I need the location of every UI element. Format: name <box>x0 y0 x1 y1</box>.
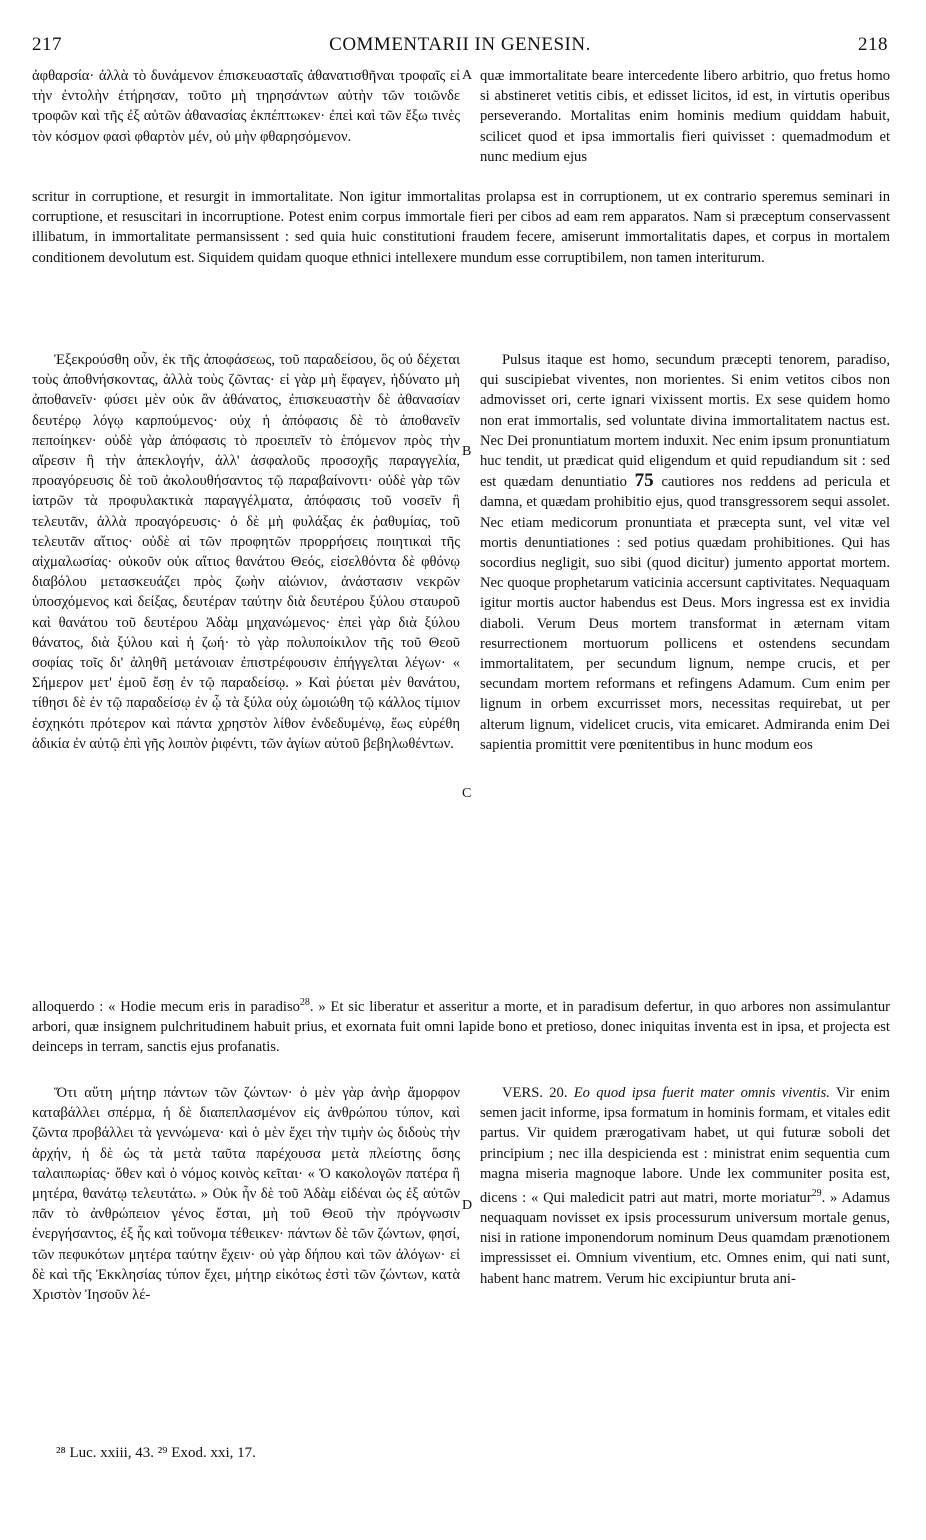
greek-column-3 <box>32 1083 460 1305</box>
section-marker-c: C <box>462 786 472 801</box>
left-page-number: 217 <box>32 34 62 55</box>
latin-column-1 <box>480 66 890 186</box>
section-marker-a: A <box>462 68 473 83</box>
latin-column-3 <box>480 1083 890 1289</box>
verse-lemma: Eo quod ipsa fuerit mater omnis viventis. <box>573 1085 830 1101</box>
latin-paragraph: scritur in corruptione, et resurgit in immortalitate. Non igitur immortalitas prolapsa est in corruptionem, ut ex contrario speremus seminari in corruptione, et resuscitari in incorruptione. Potest enim corpus immortale fieri per cibos ad eam rem apparatos. Nam si præceptum conservassent illibatum, in immortalitate permansissent : sed quia huic constitutioni fraudem fecere, amiserunt immortalitatis dapes, et corpus in mortalem conditionem devolutum est. Siquidem quidam quoque ethnici intellexere mundum esse corruptibilem, non tamen interiturum. <box>32 189 890 266</box>
full-width-text-1 <box>32 187 890 268</box>
page-header <box>32 34 888 58</box>
verse-label: VERS. 20. <box>502 1085 568 1101</box>
greek-column-2 <box>32 350 460 754</box>
latin-column-2 <box>480 350 890 755</box>
latin-paragraph <box>32 993 890 1057</box>
latin-text: . » Adamus nequaquam novisset ex ipsis processurum universum mortale genus, nisi in ratione imponendorum nominum Deus quamdam prænotionem impressisset ei. Omnium viventium, etc. Omnes enim, qui nati sunt, habent hanc matrem. Verum hic excipiuntur bruta ani- <box>480 1189 890 1287</box>
footnotes: ²⁸ Luc. xxiii, 43. ²⁹ Exod. xxi, 17. <box>56 1445 256 1461</box>
right-page-number: 218 <box>858 34 888 55</box>
margin-column-number: 75 <box>634 470 654 492</box>
running-title: COMMENTARII IN GENESIN. <box>329 34 591 55</box>
latin-text: Pulsus itaque est homo, secundum præcepti tenorem, paradiso, qui suscipiebat viventes, non morientes. Si enim vetitos cibos non admovisset ori, certe ignari vixissent mortis. Ex sese quidem homo non erat immortalis, sed voluntate divina immortalitatem nactus est. Nec Dei pronuntiatum mortem induxit. Nec enim ipsum pronuntiatum huc tendit, ut prædicat quid eligendum et quid repudiandum sit : sed est quædam denuntiatio <box>480 352 890 491</box>
latin-text: alloquerdo : « Hodie mecum eris in paradiso <box>32 998 300 1015</box>
greek-paragraph: Ἐξεκρούσθη οὖν, ἐκ τῆς ἀποφάσεως, τοῦ παραδείσου, ὃς οὐ δέχεται τοὺς ἀποθνήσκοντας, ἀλλὰ τοὺς ζῶντας· εἰ γὰρ μὴ ἔφαγεν, ἠδύνατο μὴ ἀποθανεῖν· φύσει μὲν οὐκ ἂν ἀθάνατος, ἐπισκευαστὴν δὲ ἀθανασίαν δευτέρῳ λόγῳ καρπούμενος· οὐχ ἡ ἀπόφασις δὲ τὸ ἀποθανεῖν πεποίηκεν· οὐδὲ γὰρ ἀπόφασις τὸ προειπεῖν τὸ ἑπόμενον πρὸς τὴν αἵρεσιν ἢ τὴν ἀπεκλογήν, ἀλλ' ἀσφαλοῦς προσοχῆς παραγγελία, προαγόρευσις δὲ τοῦ ἀκολουθήσαντος τῷ παραβαίνοντι· οὐδὲ γὰρ τῶν ἰατρῶν τὰ προφυλακτικὰ παραγγέλματα, ἀπόφασις τοῦ νοσεῖν ἢ τελευτᾶν, ἀλλὰ προαγόρευσις· ὁ δὲ μὴ φυλάξας ἐκ ῥαθυμίας, τοῦ τελευτᾶν αἴτιος· οὐδὲ αἱ τῶν προφητῶν προρρήσεις ποιητικαὶ τῆς αἰχμαλωσίας· οὐκοῦν οὐκ αἴτιος θανάτου Θεός, εἰσελθόντα δὲ φθόνῳ διαβόλου μετασκευάζει πρὸς ζωὴν αἰώνιον, ἀνάστασιν νεκρῶν ὑποσχόμενος καὶ δείξας, δευτέραν ταύτην διὰ δευτέρου ξύλου σταυροῦ καὶ θανάτου τοῦ δευτέρου Ἀδὰμ μηχανώμενος· ἐπεὶ γὰρ διὰ ξύλου θάνατος, διὰ ξύλου καὶ ἡ ζωή· τὸ γὰρ πολυποίκιλον τῆς τοῦ Θεοῦ σοφίας τοῖς δι' ἀληθῆ μετάνοιαν ἐπιστρέφουσιν ἐπήγγελται λέγων· « Σήμερον μετ' ἐμοῦ ἔσῃ ἐν τῷ παραδείσῳ. » Καὶ ῥύεται μὲν θανάτου, τίθησι δὲ ἐν τῷ παραδείσῳ ἐν ᾧ τὰ ξύλα οὐχ ὡμοιώθη τῷ κάλλος τίμιον ἐσχηκότι πρότερον καὶ πάντα χρηστὸν λίθον ἐνδεδυμένῳ, ἕως εὑρέθη ἀδικία ἐν αὐτῷ ἐπὶ γῆς λοιπὸν ῥιφέντι, τῶν ἁγίων αὐτοῦ βεβηλωθέντων. <box>32 352 460 752</box>
greek-paragraph: Ὅτι αὕτη μήτηρ πάντων τῶν ζώντων· ὁ μὲν γὰρ ἀνὴρ ἄμορφον καταβάλλει σπέρμα, ἡ δὲ διαπεπλασμένον εἰς ἀνθρώπου τύπον, καὶ ζῶντα προβάλλει τὰ γεννώμενα· καὶ ὁ μὲν ἔχει τὴν τιμὴν ὡς διδοὺς τὴν ἀρχήν, ἡ δὲ ὡς τὰ μετὰ ταῦτα παρέχουσα μετὰ πλείστης ὅσης ταλαιπωρίας· ὅθεν καὶ ὁ νόμος κοινὸς κεῖται· « Ὁ κακολογῶν πατέρα ἢ μητέρα, θανάτῳ τελευτάτω. » Οὐκ ἦν δὲ τοῦ Ἀδὰμ εἰδέναι ὡς ἐξ αὐτῶν πᾶν τὸ ἀνθρώπειον γένος ἔσται, μὴ τοῦ Θεοῦ τὴν πρόγνωσιν ἐνεργήσαντος, ἐξ ἧς καὶ τοὔνομα τέθεικεν· πάντων δὲ τῶν ζώντων, φησί, τῶν πεφυκότων μητέρα ταύτην ἔχειν· οὐ γὰρ δήπου καὶ τῶν ἀλόγων· εἰ δὲ καὶ τῆς Ἐκκλησίας τύπον ἔχει, μήτηρ εἰκότως ἐστὶ τῶν ζώντων, κατὰ Χριστὸν Ἰησοῦν λέ- <box>32 1085 460 1304</box>
latin-paragraph <box>480 1083 890 1289</box>
footnote-ref: 29 <box>811 1188 822 1200</box>
latin-text: . » Et sic liberatur et asseritur a morte, et in paradisum defertur, in quo arbores non assimulantur arbori, quæ insignem pulchritudinem habuit prius, et exornata fuit omni lapide bono et pretioso, donec iniquitas inventa est in ipsa, et projecta est deinceps in terram, sanctis ejus profanatis. <box>32 998 890 1056</box>
latin-paragraph <box>480 350 890 755</box>
latin-text: cautiores nos reddens ad pericula et damna, et quædam prohibitio ejus, quod transgressorem sequi assolet. Nec etiam medicorum pronuntiata et præcepta sunt, vel vitæ vel mortis denuntiationes : sed potius quædam prohibitiones. Qui has socordius negligit, suo sibi (quod dicitur) jumento apportat mortem. Nec quoque prophetarum vaticinia accersunt captivitates. Nequaquam igitur mortis auctor habendus est Deus. Mors ingressa est ex invidia diaboli. Verum Deus mortem transformat in æternam vitam resurrectionem mortuorum pollicens et ostendens secundam immortalitatem, per secundum lignum, nempe crucis, et per secundam mortem reformans et refingens Adamum. Cum enim per lignum in orbem excurrisset mors, necessitas requirebat, ut per alterum lignum, videlicet crucis, vita emicaret. Admiranda enim Dei sapientia promittit vere pœnitentibus in hunc modum eos <box>480 474 890 753</box>
full-width-text-2 <box>32 993 890 1057</box>
latin-text: Vir enim semen jacit informe, ipsa formatum in hominis formam, et vitales edit partus. Vir quidem prærogativam habet, ut qui futuræ soboli det principium ; nec illa despicienda est : ministrat enim sequentia cum magna miseria magnoque labore. Unde lex communiter posita est, dicens : « Qui maledicit patri aut matri, morte moriatur <box>480 1085 890 1206</box>
section-marker-b: B <box>462 444 472 459</box>
latin-paragraph: quæ immortalitate beare intercedente libero arbitrio, quo fretus homo si abstineret vetitis cibis, et edisset licitos, id est, in virtutis operibus perseverando. Mortalitas enim hominis medium quiddam habuit, scilicet quod et ipsa immortalis fieri quivisset : quemadmodum et nunc medium ejus <box>480 68 890 165</box>
greek-paragraph: ἀφθαρσία· ἀλλὰ τὸ δυνάμενον ἐπισκευασταῖς ἀθανατισθῆναι τροφαῖς εἰ τὴν ἐντολὴν ἐτήρησαν, τοῦτο μὴ τηρησάντων αὐτὴν τῶν τοιῶνδε τροφῶν καὶ τῆς ἐξ αὐτῶν ἀθανασίας ἐκπέπτωκεν· ἐπεὶ καὶ τῶν ἔξω τινὲς τὸν κόσμον φασὶ φθαρτὸν μέν, οὐ μὴν φθαρησόμενον. <box>32 68 460 145</box>
footnote-ref: 28 <box>299 997 310 1008</box>
section-marker-d: D <box>462 1198 473 1213</box>
greek-column-1 <box>32 66 460 186</box>
